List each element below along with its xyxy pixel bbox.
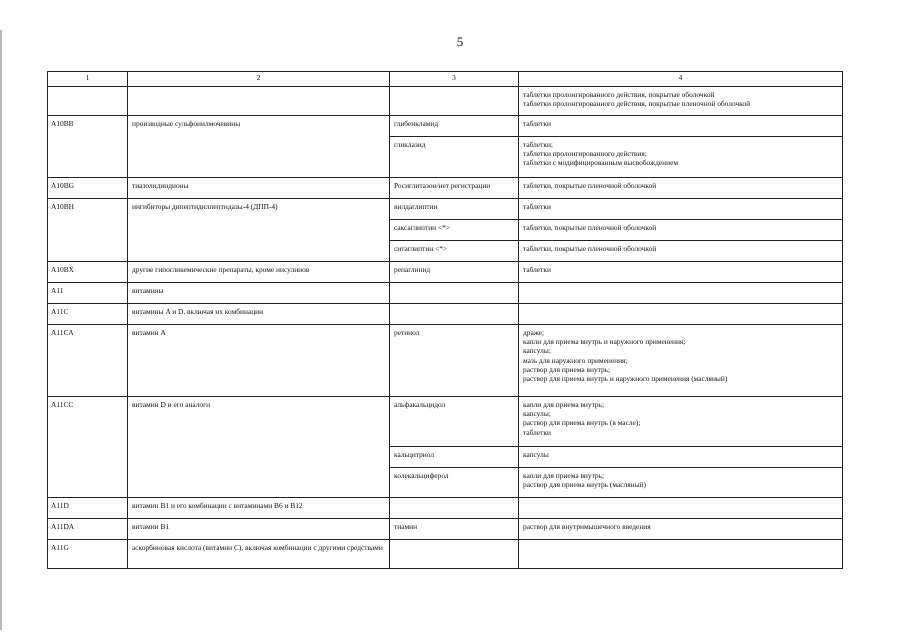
group-text: аскорбиновая кислота (витамин C), включая комбинации с другими средствами (132, 543, 383, 552)
group-cell (128, 540, 390, 569)
drug-cell (390, 540, 519, 569)
column-header-2: 2 (128, 72, 390, 87)
atc-code-cell: A11C (48, 304, 128, 325)
drug-cell: ретинол (390, 325, 519, 397)
dosage-form: капсулы; (523, 409, 551, 419)
dosage-form: таблетки пролонгированного действия, покрытые оболочкой (523, 90, 715, 99)
drug-cell: Росиглитазон/нет регистрации (390, 178, 519, 199)
table-header-row (48, 72, 843, 87)
atc-code-cell: A11D (48, 498, 128, 519)
dosage-form: драже; (523, 328, 545, 337)
drug-cell (390, 498, 519, 519)
atc-code-cell: A10BG (48, 178, 128, 199)
dosage-form: таблетки (523, 202, 551, 211)
forms-cell (519, 262, 843, 283)
dosage-form: капсулы; (523, 346, 551, 356)
atc-code-cell: A11DA (48, 519, 128, 540)
forms-cell (519, 397, 843, 447)
table-row (48, 178, 843, 199)
dosage-form: таблетки (523, 265, 551, 274)
drug-cell: тиамин (390, 519, 519, 540)
dosage-form: раствор для приема внутрь (масляный) (523, 480, 646, 490)
dosage-form: таблетки, покрытые пленочной оболочкой (523, 223, 657, 232)
column-header-4: 4 (519, 72, 843, 87)
group-cell: тиазолидиндионы (128, 178, 390, 199)
drug-cell: ситаглиптин <*> (390, 241, 519, 262)
page-number: 5 (456, 34, 464, 49)
drug-cell: альфакальцидол (390, 397, 519, 447)
drug-cell: репаглинид (390, 262, 519, 283)
atc-code-cell: A11CA (48, 325, 128, 397)
dosage-form: таблетки с модифицированным высвобождением (523, 158, 679, 168)
column-header-3: 3 (390, 72, 519, 87)
table-row (48, 87, 843, 116)
forms-cell (519, 220, 843, 241)
column-header-1: 1 (48, 72, 128, 87)
table-row (48, 498, 843, 519)
forms-cell (519, 325, 843, 397)
dosage-form: таблетки (523, 119, 551, 128)
dosage-form: таблетки, покрытые пленочной оболочкой (523, 244, 657, 253)
forms-cell (519, 87, 843, 116)
drug-cell (390, 304, 519, 325)
forms-cell (519, 540, 843, 569)
dosage-form: капли для приема внутрь; (523, 471, 605, 480)
forms-cell (519, 178, 843, 199)
drug-cell: гликлазид (390, 137, 519, 178)
group-cell: витамин B1 и его комбинации с витаминами B6 и B12 (128, 498, 390, 519)
atc-code-cell: A10BH (48, 199, 128, 262)
table-row (48, 262, 843, 283)
atc-code-cell: A11CC (48, 397, 128, 498)
scan-edge-line (0, 30, 2, 630)
dosage-form: таблетки пролонгированного действия, покрытые пленочной оболочкой (523, 99, 751, 109)
atc-code-cell: A11 (48, 283, 128, 304)
group-cell: витамин D и его аналоги (128, 397, 390, 498)
atc-code-cell (48, 87, 128, 116)
group-cell: витамины (128, 283, 390, 304)
drug-cell (390, 87, 519, 116)
dosage-form: капли для приема внутрь; (523, 400, 605, 409)
group-cell: витамин B1 (128, 519, 390, 540)
group-cell: другие гипогликемические препараты, кроме инсулинов (128, 262, 390, 283)
forms-cell (519, 137, 843, 178)
dosage-form: таблетки; (523, 140, 553, 149)
table-row (48, 199, 843, 220)
forms-cell (519, 116, 843, 137)
dosage-form: таблетки, покрытые пленочной оболочкой (523, 181, 657, 190)
group-cell: витамин A (128, 325, 390, 397)
forms-cell (519, 519, 843, 540)
forms-cell (519, 241, 843, 262)
table-row (48, 116, 843, 137)
table-row (48, 283, 843, 304)
table-row (48, 304, 843, 325)
dosage-form: раствор для внутримышечного введения (523, 522, 651, 531)
dosage-form: таблетки (523, 427, 551, 437)
dosage-form: раствор для приема внутрь (в масле); (523, 418, 641, 428)
drug-cell (390, 283, 519, 304)
forms-cell (519, 498, 843, 519)
atc-code-cell: A11G (48, 540, 128, 569)
drug-cell: вилдаглиптин (390, 199, 519, 220)
group-cell: производные сульфонилмочевины (128, 116, 390, 178)
drug-classification-table (47, 71, 843, 569)
atc-code-cell: A10BB (48, 116, 128, 178)
table-row (48, 397, 843, 447)
dosage-form: раствор для приема внутрь и наружного применения (масляный) (523, 374, 728, 384)
dosage-form: раствор для приема внутрь; (523, 364, 611, 374)
table-row (48, 540, 843, 569)
drug-cell: глибенкламид (390, 116, 519, 137)
group-cell (128, 87, 390, 116)
forms-cell (519, 283, 843, 304)
drug-cell: кальцитриол (390, 447, 519, 468)
table-row (48, 519, 843, 540)
forms-cell (519, 447, 843, 468)
group-cell: витамины A и D, включая их комбинации (128, 304, 390, 325)
dosage-form: мазь для наружного применения; (523, 355, 628, 365)
dosage-form: капсулы (523, 450, 549, 459)
dosage-form: капли для приема внутрь и наружного применения; (523, 337, 686, 347)
drug-cell: колекальциферол (390, 468, 519, 498)
atc-code-cell: A10BX (48, 262, 128, 283)
dosage-form: таблетки пролонгированного действия; (523, 149, 647, 159)
forms-cell (519, 199, 843, 220)
drug-cell: саксаглиптин <*> (390, 220, 519, 241)
table-row (48, 325, 843, 397)
group-cell: ингибиторы дипептидилпептидазы-4 (ДПП-4) (128, 199, 390, 262)
forms-cell (519, 468, 843, 498)
forms-cell (519, 304, 843, 325)
